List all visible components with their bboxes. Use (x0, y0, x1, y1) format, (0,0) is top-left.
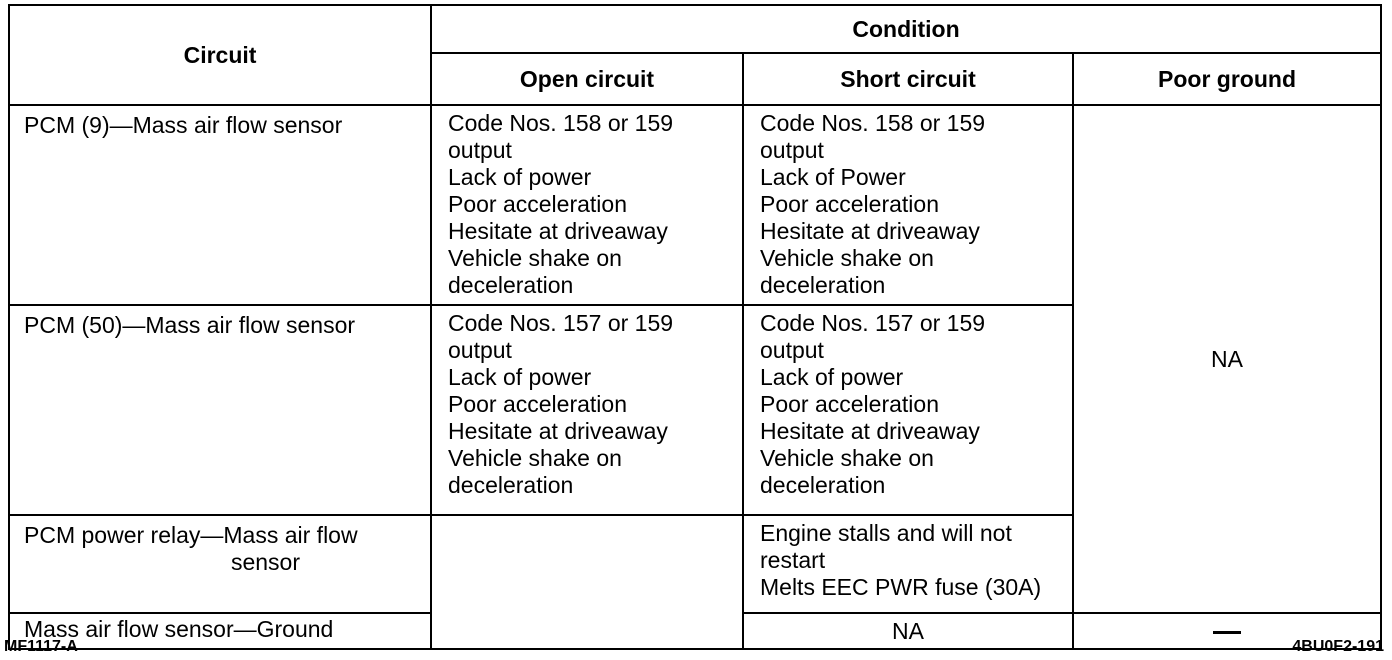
figure-code-right: 4BU0F2-191 (1292, 638, 1384, 655)
condition-line: Code Nos. 157 or 159 (760, 310, 986, 336)
circuit-cell: PCM (50)—Mass air flow sensor (9, 305, 431, 515)
short-circuit-cell (743, 305, 1073, 515)
condition-line: deceleration (760, 272, 886, 298)
condition-line: Engine stalls and will not (760, 520, 1012, 546)
condition-line: Lack of power (448, 164, 592, 190)
condition-line: Vehicle shake on (448, 445, 622, 471)
short-circuit-cell (743, 105, 1073, 305)
condition-line: deceleration (448, 272, 574, 298)
diagnosis-table (8, 4, 1382, 650)
circuit-cell: PCM (9)—Mass air flow sensor (9, 105, 431, 305)
header-condition: Condition (431, 5, 1381, 53)
open-circuit-cell (431, 105, 743, 305)
condition-line: restart (760, 547, 826, 573)
condition-line: Poor acceleration (448, 391, 627, 417)
header-short-circuit: Short circuit (743, 53, 1073, 105)
condition-line: Vehicle shake on (760, 445, 934, 471)
condition-line: output (760, 137, 824, 163)
condition-line: Hesitate at driveaway (760, 418, 980, 444)
condition-line: Hesitate at driveaway (448, 418, 668, 444)
condition-line: Hesitate at driveaway (760, 218, 980, 244)
dash-mark (1213, 631, 1241, 634)
condition-line: Lack of Power (760, 164, 906, 190)
condition-line: output (448, 137, 512, 163)
circuit-line: sensor (230, 549, 300, 575)
condition-line: Hesitate at driveaway (448, 218, 668, 244)
condition-line: Poor acceleration (448, 191, 627, 217)
condition-line: Vehicle shake on (448, 245, 622, 271)
condition-line: output (448, 337, 512, 363)
condition-line: Lack of power (448, 364, 592, 390)
header-poor-ground: Poor ground (1073, 53, 1381, 105)
condition-line: Code Nos. 157 or 159 (448, 310, 674, 336)
condition-line: Lack of power (760, 364, 904, 390)
short-circuit-cell (743, 515, 1073, 613)
circuit-cell: Mass air flow sensor—Ground (9, 613, 431, 649)
open-circuit-cell-empty (431, 515, 743, 649)
condition-line: Poor acceleration (760, 391, 939, 417)
open-circuit-cell (431, 305, 743, 515)
condition-line: output (760, 337, 824, 363)
short-circuit-cell: NA (743, 613, 1073, 649)
table-row (9, 105, 1381, 305)
condition-line: Code Nos. 158 or 159 (448, 110, 674, 136)
circuit-cell (9, 515, 431, 613)
condition-line: Code Nos. 158 or 159 (760, 110, 986, 136)
figure-code-left: MF1117-A (4, 638, 78, 655)
condition-line: Poor acceleration (760, 191, 939, 217)
condition-line: deceleration (760, 472, 886, 498)
poor-ground-cell: NA (1073, 105, 1381, 613)
circuit-line: PCM power relay—Mass air flow (24, 522, 358, 548)
header-circuit: Circuit (9, 5, 431, 105)
condition-line: Melts EEC PWR fuse (30A) (760, 574, 1042, 600)
condition-line: Vehicle shake on (760, 245, 934, 271)
condition-line: deceleration (448, 472, 574, 498)
header-open-circuit: Open circuit (431, 53, 743, 105)
